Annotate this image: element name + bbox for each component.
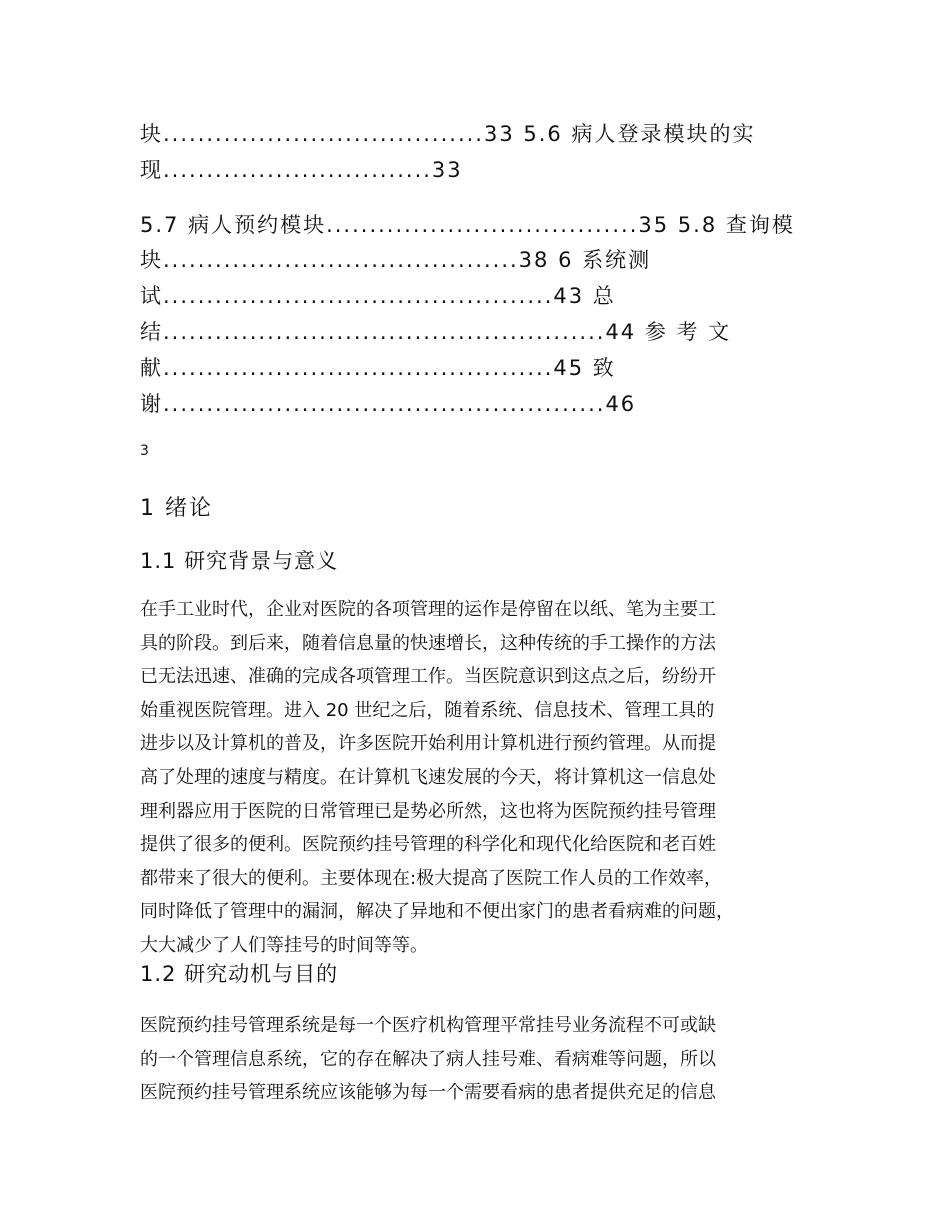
paragraph-line: 在手工业时代，企业对医院的各项管理的运作是停留在以纸、笔为主要工 [140, 599, 716, 620]
toc-line: 试.............................................43 总 [140, 284, 616, 308]
paragraph-line: 具的阶段。到后来，随着信息量的快速增长，这种传统的手工操作的方法 [140, 632, 716, 654]
paragraph-line: 的一个管理信息系统，它的存在解决了病人挂号难、看病难等问题，所以 [140, 1048, 716, 1070]
paragraph-line: 医院预约挂号管理系统是每一个医疗机构管理平常挂号业务流程不可或缺 [140, 1015, 716, 1036]
toc-line: 块.........................................38 6 系统测 [140, 248, 652, 272]
toc-line: 献.............................................45 致 [140, 356, 616, 380]
chapter-title: 1 绪论 [140, 496, 213, 521]
paragraph-line: 同时降低了管理中的漏洞，解决了异地和不便出家门的患者看病难的问题， [140, 901, 734, 923]
paragraph-line: 都带来了很大的便利。主要体现在:极大提高了医院工作人员的工作效率， [140, 867, 723, 889]
toc-line: 现...............................33 [140, 158, 463, 182]
paragraph-line: 已无法迅速、准确的完成各项管理工作。当医院意识到这点之后，纷纷开 [140, 666, 716, 688]
paragraph-line: 理利器应用于医院的日常管理已是势必所然，这也将为医院预约挂号管理 [140, 800, 716, 822]
page-number: 3 [140, 443, 149, 459]
toc-line: 谢...................................................46 [140, 392, 637, 416]
paragraph-motivation [140, 1009, 830, 1110]
section-title: 1.2 研究动机与目的 [140, 962, 339, 986]
paragraph-line: 医院预约挂号管理系统应该能够为每一个需要看病的患者提供充足的信息 [140, 1082, 716, 1104]
toc-line: 结...................................................44 参 考 文 [140, 320, 732, 344]
paragraph-line: 始重视医院管理。进入 20 世纪之后，随着系统、信息技术、管理工具的 [140, 699, 715, 721]
section-title: 1.1 研究背景与意义 [140, 549, 339, 573]
paragraph-line: 大大减少了人们等挂号的时间等等。 [140, 934, 428, 956]
paragraph-line: 高了处理的速度与精度。在计算机飞速发展的今天，将计算机这一信息处 [140, 766, 716, 788]
paragraph-line: 提供了很多的便利。医院预约挂号管理的科学化和现代化给医院和老百姓 [140, 834, 716, 856]
toc-line: 块.....................................33 5.6 病人登录模块的实 [140, 122, 756, 146]
toc-line: 5.7 病人预约模块....................................35 5.8 查询模 [140, 213, 795, 237]
paragraph-line: 进步以及计算机的普及，许多医院开始利用计算机进行预约管理。从而提 [140, 733, 716, 755]
paragraph-background [140, 593, 830, 963]
